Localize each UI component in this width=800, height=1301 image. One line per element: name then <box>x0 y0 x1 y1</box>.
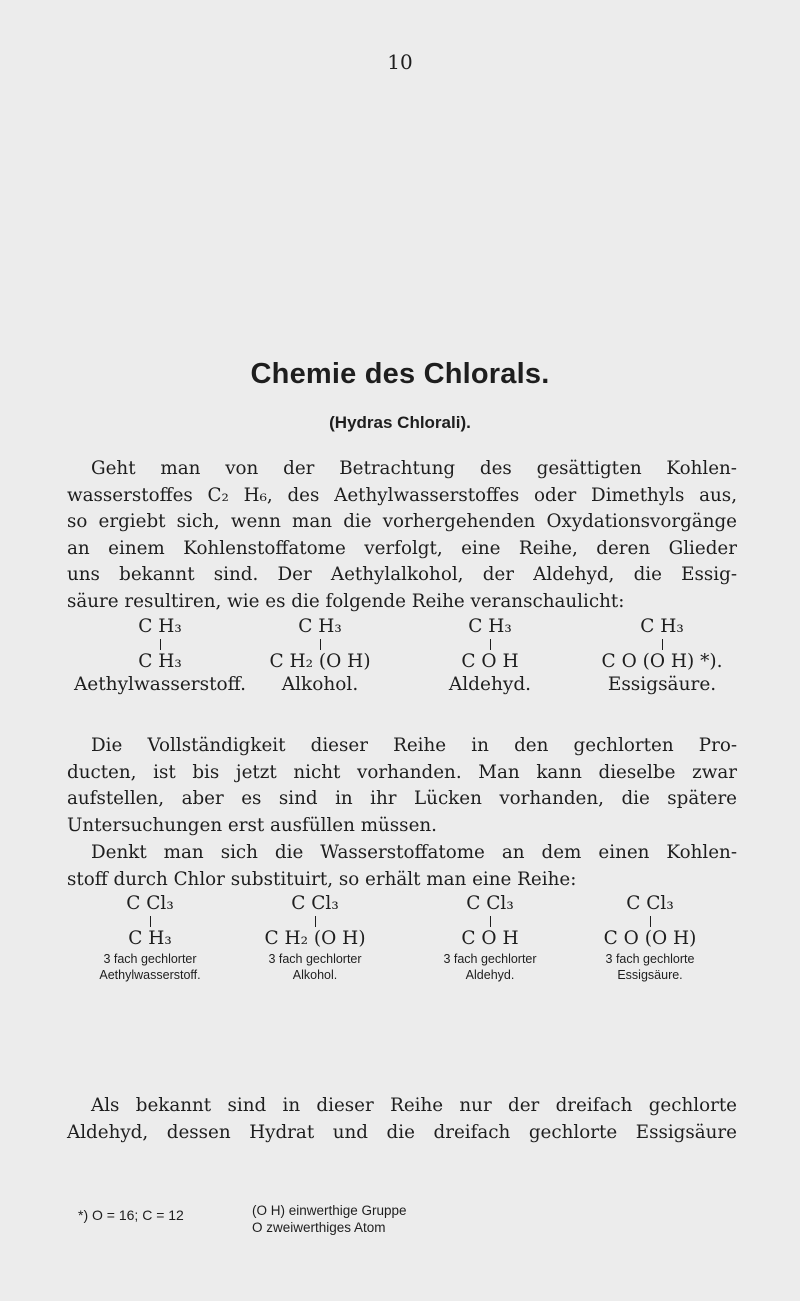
compound-name: Essigsäure. <box>607 674 717 695</box>
formula-alcohol <box>230 617 410 696</box>
bond-line <box>320 639 321 650</box>
paragraph-4 <box>67 1093 737 1146</box>
formula-bottom: C H₃ <box>138 651 182 672</box>
formula-top: C Cl₃ <box>291 893 339 914</box>
formula-bottom: C H₂ (O H) <box>264 928 366 949</box>
formula-bottom: C H₂ (O H) <box>269 651 371 672</box>
formula-top: C Cl₃ <box>626 893 674 914</box>
formula-bottom: C H₃ <box>128 928 172 949</box>
bond-line <box>160 639 161 650</box>
footnote-line: (O H) einwerthige Gruppe <box>252 1203 407 1218</box>
formula-trichloroacetic-acid <box>560 894 740 983</box>
compound-name: Aethylwasserstoff. <box>73 674 247 695</box>
bond-line <box>315 916 316 927</box>
bond-line <box>650 916 651 927</box>
text-line: aufstellen, aber es sind in ihr Lücken vorhanden, die spätere <box>67 788 737 809</box>
text-line: ducten, ist bis jetzt nicht vorhanden. Man kann dieselbe zwar <box>67 761 737 783</box>
formula-top: C H₃ <box>138 616 182 637</box>
formula-ethane <box>70 617 250 696</box>
compound-name: Aldehyd. <box>448 674 532 695</box>
bond-line <box>150 916 151 927</box>
compound-name: 3 fach gechlorter <box>268 952 362 966</box>
compound-name: 3 fach gechlorter <box>103 952 197 966</box>
text-line: Die Vollständigkeit dieser Reihe in den gechlorten Pro- <box>91 735 737 756</box>
text-line: so ergiebt sich, wenn man die vorhergehenden Oxydationsvorgänge <box>67 511 737 532</box>
formula-acetic-acid <box>572 617 752 696</box>
compound-name: Essigsäure. <box>617 968 683 982</box>
formula-bottom: C O H <box>461 928 519 949</box>
footnote-prefix: *) O = 16; C = 12 <box>78 1207 184 1223</box>
text-line: Aldehyd, dessen Hydrat und die dreifach gechlorte Essigsäure <box>67 1121 737 1143</box>
text-line: an einem Kohlenstoffatome verfolgt, eine Reihe, deren Glieder <box>67 537 737 559</box>
paragraph-2 <box>67 733 737 839</box>
compound-name: Aethylwasserstoff. <box>99 968 201 982</box>
formula-bottom: C O H <box>461 651 519 672</box>
text-line: Denkt man sich die Wasserstoffatome an dem einen Kohlen- <box>91 842 737 863</box>
formula-trichloroethane <box>60 894 240 983</box>
text-line: stoff durch Chlor substituirt, so erhält man eine Reihe: <box>67 868 577 890</box>
text-line: Untersuchungen erst ausfüllen müssen. <box>67 814 437 836</box>
bond-line <box>490 916 491 927</box>
text-line: wasserstoffes C₂ H₆, des Aethylwasserstoffes oder Dimethyls aus, <box>67 484 737 506</box>
text-line: säure resultiren, wie es die folgende Reihe veranschaulicht: <box>67 590 625 612</box>
bond-line <box>490 639 491 650</box>
formula-trichloroethanol <box>225 894 405 983</box>
text-line: Als bekannt sind in dieser Reihe nur der dreifach gechlorte <box>91 1095 737 1116</box>
formula-top: C H₃ <box>468 616 512 637</box>
formula-top: C Cl₃ <box>126 893 174 914</box>
bond-line <box>662 639 663 650</box>
chapter-title: Chemie des Chlorals. <box>250 358 550 390</box>
formula-top: C Cl₃ <box>466 893 514 914</box>
compound-name: Aldehyd. <box>465 968 515 982</box>
compound-name: 3 fach gechlorter <box>443 952 537 966</box>
formula-bottom: C O (O H) <box>603 928 697 949</box>
formula-bottom: C O (O H) *). <box>601 651 723 672</box>
compound-name: Alkohol. <box>281 674 359 695</box>
formula-chloral <box>400 894 580 983</box>
page-number: 10 <box>387 50 413 74</box>
compound-name: Alkohol. <box>292 968 338 982</box>
footnote-line: O zweiwerthiges Atom <box>252 1220 386 1235</box>
text-line: uns bekannt sind. Der Aethylalkohol, der Aldehyd, die Essig- <box>67 564 737 585</box>
paragraph-3 <box>67 840 737 893</box>
compound-name: 3 fach gechlorte <box>605 952 695 966</box>
chapter-subtitle: (Hydras Chlorali). <box>329 413 471 432</box>
formula-aldehyde <box>400 617 580 696</box>
formula-top: C H₃ <box>640 616 684 637</box>
paragraph-1 <box>67 456 737 615</box>
footnote-fraction <box>252 1202 407 1236</box>
text-line: Geht man von der Betrachtung des gesättigten Kohlen- <box>91 458 737 479</box>
formula-top: C H₃ <box>298 616 342 637</box>
